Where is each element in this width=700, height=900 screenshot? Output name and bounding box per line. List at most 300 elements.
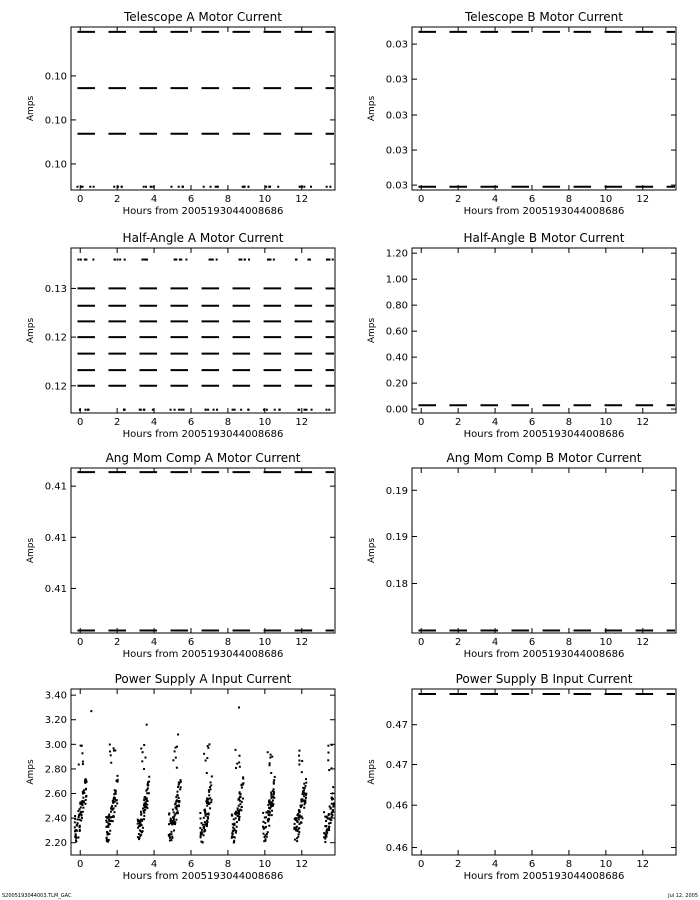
data-point bbox=[114, 797, 116, 799]
data-point bbox=[304, 803, 306, 805]
data-point bbox=[326, 259, 328, 261]
data-point bbox=[303, 807, 305, 809]
data-point bbox=[298, 809, 300, 811]
data-point bbox=[240, 784, 242, 786]
y-tick-label: 0.41 bbox=[44, 583, 67, 595]
data-point bbox=[180, 409, 182, 411]
x-tick-label: 8 bbox=[565, 194, 573, 205]
data-point bbox=[144, 757, 146, 759]
data-point bbox=[272, 796, 274, 798]
data-point bbox=[176, 812, 178, 814]
data-point bbox=[242, 782, 244, 784]
y-tick-label: 0.80 bbox=[385, 300, 408, 312]
x-tick-label: 10 bbox=[258, 859, 272, 870]
data-point bbox=[332, 811, 334, 813]
data-point bbox=[331, 803, 333, 805]
data-point bbox=[305, 782, 307, 784]
data-point bbox=[115, 790, 117, 792]
data-point bbox=[274, 409, 276, 411]
x-tick-label: 4 bbox=[150, 859, 158, 870]
data-point bbox=[106, 817, 108, 819]
data-point bbox=[81, 752, 83, 754]
y-axis-label: Amps bbox=[367, 759, 377, 785]
data-point bbox=[331, 744, 333, 746]
data-point bbox=[263, 409, 265, 411]
data-point bbox=[87, 409, 89, 411]
data-point bbox=[212, 259, 214, 261]
data-point bbox=[140, 814, 142, 816]
data-point bbox=[237, 809, 239, 811]
data-point bbox=[209, 807, 211, 809]
x-axis-label: Hours from 2005193044008686 bbox=[463, 206, 625, 217]
data-point bbox=[204, 824, 206, 826]
data-point bbox=[328, 826, 330, 828]
x-axis-label: Hours from 2005193044008686 bbox=[122, 206, 284, 217]
data-point bbox=[146, 807, 148, 809]
data-point bbox=[234, 837, 236, 839]
data-point bbox=[76, 825, 78, 827]
data-point bbox=[84, 782, 86, 784]
x-tick-label: 2 bbox=[113, 859, 121, 870]
data-point bbox=[262, 833, 264, 835]
data-point bbox=[169, 839, 171, 841]
data-point bbox=[236, 826, 238, 828]
data-point bbox=[242, 186, 244, 188]
data-point bbox=[298, 827, 300, 829]
data-point bbox=[173, 830, 175, 832]
data-point bbox=[296, 826, 298, 828]
data-point bbox=[265, 826, 267, 828]
data-point bbox=[278, 409, 280, 411]
data-point bbox=[137, 823, 139, 825]
data-point bbox=[233, 841, 235, 843]
data-point bbox=[80, 806, 82, 808]
x-axis-label: Hours from 2005193044008686 bbox=[122, 649, 284, 660]
data-point bbox=[119, 259, 121, 261]
data-point bbox=[106, 837, 108, 839]
data-point bbox=[171, 831, 173, 833]
x-tick-label: 4 bbox=[491, 417, 499, 428]
y-axis-label: Amps bbox=[26, 537, 36, 564]
x-tick-label: 8 bbox=[565, 637, 573, 648]
data-point bbox=[109, 823, 111, 825]
data-point bbox=[147, 784, 149, 786]
data-point bbox=[174, 409, 176, 411]
data-point bbox=[143, 804, 145, 806]
y-tick-label: 0.46 bbox=[385, 843, 408, 855]
data-point bbox=[112, 800, 114, 802]
data-point bbox=[270, 806, 272, 808]
y-axis-label: Amps bbox=[367, 537, 377, 564]
data-point bbox=[323, 811, 325, 813]
data-point bbox=[176, 767, 178, 769]
data-point bbox=[305, 778, 307, 780]
data-point bbox=[293, 828, 295, 830]
x-tick-label: 8 bbox=[224, 859, 232, 870]
data-point bbox=[326, 828, 328, 830]
data-point bbox=[324, 841, 326, 843]
chart-panel-2 bbox=[367, 10, 676, 217]
data-point bbox=[199, 827, 201, 829]
chart-panel-6 bbox=[367, 451, 676, 660]
data-point bbox=[270, 772, 272, 774]
data-point bbox=[239, 803, 241, 805]
data-point bbox=[199, 812, 201, 814]
data-point bbox=[139, 829, 141, 831]
y-axis-label: Amps bbox=[367, 95, 377, 122]
data-point bbox=[74, 826, 76, 828]
data-point bbox=[241, 787, 243, 789]
data-point bbox=[328, 409, 330, 411]
data-point bbox=[180, 786, 182, 788]
y-axis-label: Amps bbox=[26, 317, 36, 344]
data-point bbox=[294, 818, 296, 820]
data-point bbox=[206, 802, 208, 804]
data-point bbox=[106, 831, 108, 833]
data-point bbox=[244, 259, 246, 261]
data-point bbox=[176, 799, 178, 801]
y-tick-label: 2.60 bbox=[44, 789, 67, 801]
data-point bbox=[298, 755, 300, 757]
data-outlier bbox=[146, 724, 148, 726]
data-point bbox=[124, 259, 126, 261]
x-tick-label: 6 bbox=[528, 417, 536, 428]
data-point bbox=[200, 836, 202, 838]
data-point bbox=[231, 815, 233, 817]
data-point bbox=[117, 779, 119, 781]
data-point bbox=[298, 750, 300, 752]
data-point bbox=[248, 409, 250, 411]
data-point bbox=[242, 776, 244, 778]
x-tick-label: 12 bbox=[295, 637, 309, 648]
data-point bbox=[138, 838, 140, 840]
data-point bbox=[206, 823, 208, 825]
data-point bbox=[270, 795, 272, 797]
data-point bbox=[174, 259, 176, 261]
data-point bbox=[200, 817, 202, 819]
data-point bbox=[202, 841, 204, 843]
plot-frame bbox=[412, 248, 676, 413]
data-point bbox=[304, 799, 306, 801]
data-point bbox=[299, 811, 301, 813]
y-tick-label: 0.13 bbox=[44, 283, 67, 295]
x-tick-label: 8 bbox=[224, 194, 232, 205]
data-point bbox=[168, 823, 170, 825]
y-tick-label: 0.40 bbox=[385, 352, 408, 364]
x-tick-label: 2 bbox=[454, 194, 462, 205]
x-tick-label: 0 bbox=[77, 194, 84, 205]
x-axis-label: Hours from 2005193044008686 bbox=[463, 649, 625, 660]
data-point bbox=[180, 259, 182, 261]
data-point bbox=[268, 801, 270, 803]
data-point bbox=[332, 806, 334, 808]
y-tick-label: 2.40 bbox=[44, 813, 67, 825]
data-point bbox=[238, 755, 240, 757]
data-point bbox=[177, 795, 179, 797]
data-point bbox=[310, 186, 312, 188]
data-point bbox=[81, 817, 83, 819]
data-point bbox=[264, 834, 266, 836]
data-point bbox=[82, 811, 84, 813]
data-point bbox=[112, 802, 114, 804]
data-point bbox=[298, 833, 300, 835]
data-point bbox=[110, 820, 112, 822]
data-point bbox=[145, 798, 147, 800]
data-point bbox=[169, 837, 171, 839]
x-tick-label: 2 bbox=[454, 637, 462, 648]
chart-panel-4 bbox=[367, 231, 676, 440]
y-tick-label: 2.20 bbox=[44, 838, 67, 850]
data-outlier bbox=[177, 733, 179, 735]
y-tick-label: 0.18 bbox=[385, 579, 408, 590]
data-point bbox=[143, 812, 145, 814]
data-point bbox=[329, 805, 331, 807]
data-point bbox=[172, 809, 174, 811]
data-point bbox=[176, 791, 178, 793]
data-point bbox=[270, 793, 272, 795]
x-tick-label: 4 bbox=[491, 859, 499, 870]
x-tick-label: 2 bbox=[454, 859, 462, 870]
data-point bbox=[273, 781, 275, 783]
y-tick-label: 0.12 bbox=[44, 332, 67, 344]
data-point bbox=[268, 814, 270, 816]
data-point bbox=[247, 186, 249, 188]
data-point bbox=[234, 409, 236, 411]
data-point bbox=[263, 827, 265, 829]
data-point bbox=[110, 762, 112, 764]
data-point bbox=[305, 409, 307, 411]
x-tick-label: 12 bbox=[636, 194, 650, 205]
data-point bbox=[300, 801, 302, 803]
data-point bbox=[330, 813, 332, 815]
data-point bbox=[326, 186, 328, 188]
data-point bbox=[208, 802, 210, 804]
data-point bbox=[80, 186, 82, 188]
data-point bbox=[83, 792, 85, 794]
data-point bbox=[327, 818, 329, 820]
data-point bbox=[171, 837, 173, 839]
data-point bbox=[178, 801, 180, 803]
data-point bbox=[270, 754, 272, 756]
x-tick-label: 12 bbox=[295, 417, 309, 428]
data-point bbox=[76, 818, 78, 820]
data-point bbox=[203, 817, 205, 819]
data-point bbox=[205, 760, 207, 762]
data-point bbox=[298, 760, 300, 762]
y-tick-label: 0.10 bbox=[44, 159, 67, 171]
data-point bbox=[180, 779, 182, 781]
data-point bbox=[170, 409, 172, 411]
data-point bbox=[172, 759, 174, 761]
y-tick-label: 0.03 bbox=[385, 39, 408, 51]
data-point bbox=[111, 808, 113, 810]
data-point bbox=[140, 748, 142, 750]
data-point bbox=[324, 837, 326, 839]
data-point bbox=[208, 791, 210, 793]
chart-title: Ang Mom Comp A Motor Current bbox=[105, 451, 301, 465]
data-point bbox=[235, 830, 237, 832]
data-point bbox=[140, 811, 142, 813]
y-tick-label: 0.46 bbox=[385, 800, 408, 812]
data-point bbox=[215, 186, 217, 188]
data-point bbox=[174, 803, 176, 805]
data-point bbox=[84, 803, 86, 805]
data-point bbox=[204, 829, 206, 831]
data-point bbox=[267, 831, 269, 833]
data-point bbox=[137, 836, 139, 838]
data-point bbox=[298, 823, 300, 825]
chart-title: Power Supply B Input Current bbox=[455, 672, 633, 686]
chart-panel-3 bbox=[26, 231, 335, 440]
data-point bbox=[270, 804, 272, 806]
data-point bbox=[74, 818, 76, 820]
data-point bbox=[106, 839, 108, 841]
data-point bbox=[213, 409, 215, 411]
data-point bbox=[262, 812, 264, 814]
data-point bbox=[303, 789, 305, 791]
data-point bbox=[173, 822, 175, 824]
chart-panel-1 bbox=[26, 10, 335, 217]
data-point bbox=[142, 827, 144, 829]
x-tick-label: 10 bbox=[599, 194, 613, 205]
data-point bbox=[331, 767, 333, 769]
data-point bbox=[113, 811, 115, 813]
data-point bbox=[178, 797, 180, 799]
data-point bbox=[209, 786, 211, 788]
data-point bbox=[175, 819, 177, 821]
data-point bbox=[203, 826, 205, 828]
chart-title: Ang Mom Comp B Motor Current bbox=[446, 451, 642, 465]
data-point bbox=[89, 186, 91, 188]
data-point bbox=[137, 820, 139, 822]
y-tick-label: 0.10 bbox=[44, 115, 67, 127]
data-point bbox=[274, 776, 276, 778]
plot-frame bbox=[71, 27, 335, 190]
y-tick-label: 0.19 bbox=[385, 531, 408, 543]
data-point bbox=[332, 792, 334, 794]
data-point bbox=[294, 823, 296, 825]
data-point bbox=[326, 816, 328, 818]
data-point bbox=[273, 788, 275, 790]
data-point bbox=[178, 186, 180, 188]
plot-frame bbox=[412, 468, 676, 633]
data-point bbox=[146, 259, 148, 261]
chart-panel-8 bbox=[367, 672, 676, 882]
data-point bbox=[108, 833, 110, 835]
data-point bbox=[240, 793, 242, 795]
y-tick-label: 0.20 bbox=[385, 378, 408, 390]
data-point bbox=[277, 186, 279, 188]
data-point bbox=[148, 792, 150, 794]
data-point bbox=[77, 259, 79, 261]
data-outlier bbox=[238, 706, 240, 708]
data-point bbox=[264, 822, 266, 824]
data-point bbox=[75, 836, 77, 838]
x-tick-label: 10 bbox=[258, 194, 272, 205]
data-point bbox=[262, 821, 264, 823]
data-point bbox=[80, 259, 82, 261]
chart-title: Telescope A Motor Current bbox=[124, 10, 282, 24]
data-point bbox=[140, 834, 142, 836]
data-point bbox=[235, 817, 237, 819]
data-point bbox=[144, 806, 146, 808]
data-point bbox=[176, 805, 178, 807]
chart-title: Telescope B Motor Current bbox=[464, 10, 624, 24]
data-point bbox=[206, 805, 208, 807]
y-tick-label: 3.20 bbox=[44, 715, 67, 727]
data-point bbox=[217, 186, 219, 188]
data-point bbox=[297, 836, 299, 838]
plot-frame bbox=[71, 248, 335, 413]
data-point bbox=[235, 811, 237, 813]
x-tick-label: 6 bbox=[528, 859, 536, 870]
data-point bbox=[79, 826, 81, 828]
data-point bbox=[107, 833, 109, 835]
data-point bbox=[238, 761, 240, 763]
data-point bbox=[238, 819, 240, 821]
data-point bbox=[92, 259, 94, 261]
data-point bbox=[207, 409, 209, 411]
x-tick-label: 8 bbox=[224, 637, 232, 648]
data-point bbox=[269, 764, 271, 766]
data-point bbox=[80, 812, 82, 814]
data-point bbox=[115, 805, 117, 807]
data-point bbox=[204, 809, 206, 811]
data-point bbox=[298, 831, 300, 833]
data-point bbox=[81, 745, 83, 747]
data-point bbox=[77, 836, 79, 838]
data-point bbox=[269, 757, 271, 759]
x-tick-label: 2 bbox=[113, 637, 121, 648]
data-point bbox=[273, 794, 275, 796]
data-point bbox=[216, 259, 218, 261]
data-point bbox=[183, 409, 185, 411]
data-point bbox=[241, 801, 243, 803]
data-point bbox=[304, 802, 306, 804]
data-point bbox=[331, 797, 333, 799]
x-tick-label: 10 bbox=[258, 417, 272, 428]
data-point bbox=[143, 818, 145, 820]
data-point bbox=[265, 186, 267, 188]
data-point bbox=[329, 186, 331, 188]
data-point bbox=[111, 805, 113, 807]
data-point bbox=[303, 409, 305, 411]
data-point bbox=[203, 834, 205, 836]
data-point bbox=[93, 186, 95, 188]
x-tick-label: 6 bbox=[528, 194, 536, 205]
data-point bbox=[207, 817, 209, 819]
data-point bbox=[81, 804, 83, 806]
data-point bbox=[267, 804, 269, 806]
data-point bbox=[75, 839, 77, 841]
data-point bbox=[327, 759, 329, 761]
data-point bbox=[301, 760, 303, 762]
data-point bbox=[110, 754, 112, 756]
data-point bbox=[232, 409, 234, 411]
data-point bbox=[201, 822, 203, 824]
data-point bbox=[179, 788, 181, 790]
data-outlier bbox=[271, 756, 273, 758]
data-point bbox=[145, 186, 147, 188]
data-point bbox=[332, 809, 334, 811]
y-axis-label: Amps bbox=[367, 317, 377, 344]
data-point bbox=[145, 802, 147, 804]
data-point bbox=[201, 829, 203, 831]
data-point bbox=[298, 763, 300, 765]
data-point bbox=[209, 797, 211, 799]
data-point bbox=[271, 801, 273, 803]
x-tick-label: 10 bbox=[599, 417, 613, 428]
